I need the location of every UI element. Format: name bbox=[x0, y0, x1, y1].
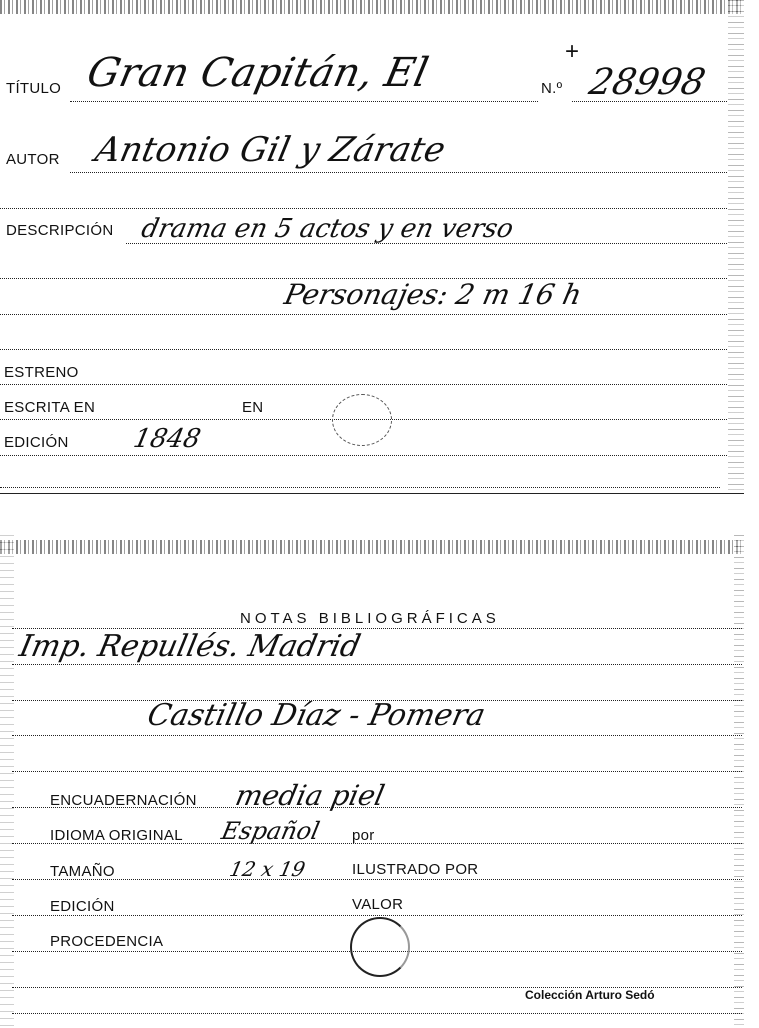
notes-line-1: Imp. Repullés. Madrid bbox=[16, 629, 364, 664]
titulo-label: TÍTULO bbox=[6, 80, 62, 97]
bottom-rule bbox=[0, 487, 720, 488]
right-edge-grain bbox=[728, 0, 744, 495]
escrita-en-label: ESCRITA EN bbox=[4, 399, 96, 416]
catalog-card-front bbox=[0, 0, 744, 495]
collection-footer: Colección Arturo Sedó bbox=[525, 988, 655, 1002]
rule-4 bbox=[0, 349, 727, 350]
tamano-value: 12 x 19 bbox=[227, 857, 308, 881]
autor-line bbox=[70, 172, 727, 173]
top-edge-grain-2 bbox=[0, 540, 744, 554]
titulo-value: Gran Capitán, El bbox=[83, 50, 433, 96]
descripcion-label: DESCRIPCIÓN bbox=[6, 222, 114, 239]
descripcion-line bbox=[126, 243, 727, 244]
descripcion-value: drama en 5 actos y en verso bbox=[138, 214, 517, 244]
edicion-2-line bbox=[12, 915, 742, 916]
en-label: EN bbox=[242, 399, 264, 416]
autor-label: AUTOR bbox=[6, 151, 60, 168]
encuadernacion-value: media piel bbox=[232, 779, 388, 812]
ilustrado-label: ILUSTRADO POR bbox=[352, 861, 479, 878]
idioma-label: IDIOMA ORIGINAL bbox=[50, 827, 183, 844]
rule-1 bbox=[0, 208, 727, 209]
edicion-line bbox=[0, 455, 727, 456]
numero-line bbox=[572, 101, 727, 102]
idioma-value: Español bbox=[219, 817, 323, 845]
valor-label: VALOR bbox=[352, 896, 404, 913]
tamano-label: TAMAÑO bbox=[50, 863, 115, 880]
notes-line-2: Castillo Díaz - Pomera bbox=[144, 698, 489, 733]
estreno-line bbox=[0, 384, 727, 385]
estreno-label: ESTRENO bbox=[4, 364, 79, 381]
notes-rule-3 bbox=[12, 735, 742, 736]
catalog-card-back bbox=[0, 535, 744, 1028]
left-edge-grain bbox=[0, 535, 14, 1028]
card-bottom-rule bbox=[12, 1013, 742, 1014]
numero-value: 28998 bbox=[585, 62, 709, 103]
rule-3 bbox=[0, 314, 727, 315]
idioma-line bbox=[12, 843, 742, 844]
autor-value: Antonio Gil y Zárate bbox=[91, 130, 449, 170]
edicion-2-label: EDICIÓN bbox=[50, 898, 115, 915]
notes-rule-1 bbox=[12, 664, 742, 665]
card-bottom-edge bbox=[0, 493, 744, 494]
notas-title: NOTAS BIBLIOGRÁFICAS bbox=[240, 610, 500, 627]
top-edge-grain bbox=[0, 0, 744, 14]
titulo-line bbox=[70, 101, 538, 102]
stamp-circle bbox=[332, 394, 392, 446]
encuadernacion-label: ENCUADERNACIÓN bbox=[50, 792, 197, 809]
tamano-line bbox=[12, 879, 742, 880]
personajes-value: Personajes: 2 m 16 h bbox=[281, 278, 585, 311]
stamp-circle-2 bbox=[350, 917, 410, 977]
encuadernacion-line bbox=[12, 807, 742, 808]
edicion-value: 1848 bbox=[130, 424, 204, 454]
cross-mark: + bbox=[565, 38, 580, 65]
por-label: por bbox=[352, 827, 375, 844]
notes-rule-4 bbox=[12, 771, 742, 772]
right-edge-grain-2 bbox=[734, 535, 744, 1028]
procedencia-label: PROCEDENCIA bbox=[50, 933, 164, 950]
numero-label: N.º bbox=[541, 80, 563, 97]
edicion-label: EDICIÓN bbox=[4, 434, 69, 451]
